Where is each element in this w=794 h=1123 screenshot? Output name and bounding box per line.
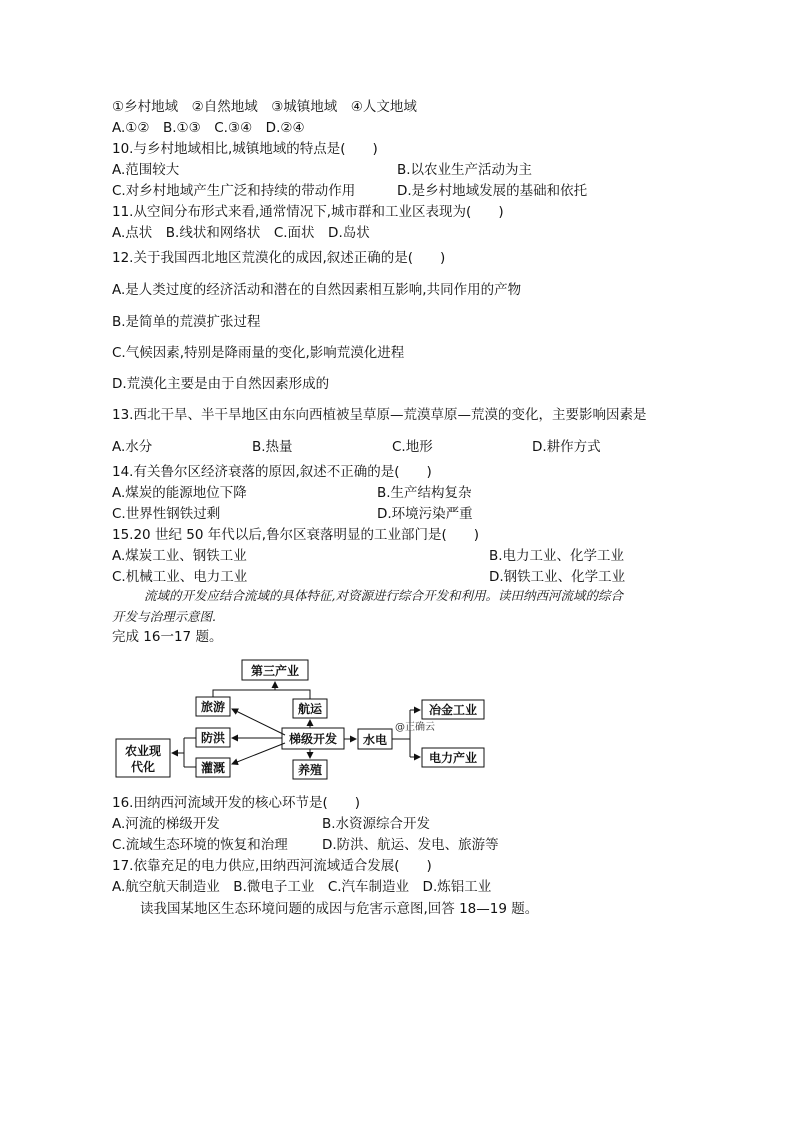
intro18-text: 读我国某地区生态环境问题的成因与危害示意图,回答 18—19 题。 bbox=[140, 901, 539, 917]
q12-stem: 12.关于我国西北地区荒漠化的成因,叙述正确的是( ) bbox=[112, 250, 446, 266]
q14-stem: 14.有关鲁尔区经济衰落的原因,叙述不正确的是( ) bbox=[112, 464, 432, 480]
intro16-line2: 开发与治理示意图. bbox=[112, 609, 216, 624]
node-metallurgy-label: 冶金工业 bbox=[428, 703, 478, 717]
q17-stem: 17.依靠充足的电力供应,田纳西河流域适合发展( ) bbox=[112, 858, 432, 874]
node-irrigation-label: 灌溉 bbox=[200, 761, 226, 775]
q16-option-c: C.流域生态环境的恢复和治理 bbox=[112, 837, 288, 853]
node-agriculture-label-2: 代化 bbox=[130, 760, 156, 774]
node-agriculture-label-1: 农业现 bbox=[124, 744, 162, 758]
q13-option-d: D.耕作方式 bbox=[532, 439, 601, 455]
tennessee-development-diagram bbox=[110, 655, 510, 785]
node-tourism-label: 旅游 bbox=[200, 700, 226, 714]
node-shipping-label: 航运 bbox=[297, 702, 323, 716]
q9-options: A.①② B.①③ C.③④ D.②④ bbox=[112, 120, 305, 136]
q12-option-d: D.荒漠化主要是由于自然因素形成的 bbox=[112, 376, 330, 392]
q16-stem: 16.田纳西河流域开发的核心环节是( ) bbox=[112, 795, 361, 811]
q10-option-c: C.对乡村地域产生广泛和持续的带动作用 bbox=[112, 183, 356, 199]
q11-stem: 11.从空间分布形式来看,通常情况下,城市群和工业区表现为( ) bbox=[112, 204, 504, 220]
q14-option-c: C.世界性钢铁过剩 bbox=[112, 506, 221, 522]
q9-items: ①乡村地域 ②自然地域 ③城镇地域 ④人文地域 bbox=[112, 99, 417, 115]
q15-option-c: C.机械工业、电力工业 bbox=[112, 569, 248, 585]
q12-option-b: B.是简单的荒漠扩张过程 bbox=[112, 314, 261, 330]
node-breeding-label: 养殖 bbox=[297, 763, 323, 777]
q13-option-c: C.地形 bbox=[392, 439, 433, 455]
intro16-line3: 完成 16一17 题。 bbox=[112, 629, 223, 645]
q12-option-c: C.气候因素,特别是降雨量的变化,影响荒漠化进程 bbox=[112, 345, 405, 361]
q13-stem: 13.西北干旱、半干旱地区由东向西植被呈草原—荒漠草原—荒漠的变化，主要影响因素是 bbox=[112, 407, 647, 423]
q15-option-b: B.电力工业、化学工业 bbox=[489, 548, 625, 564]
node-power-label: 电力产业 bbox=[428, 751, 478, 765]
q14-option-a: A.煤炭的能源地位下降 bbox=[112, 485, 247, 501]
q15-option-d: D.钢铁工业、化学工业 bbox=[489, 569, 626, 585]
q10-option-a: A.范围较大 bbox=[112, 162, 180, 178]
watermark-text: @正确云 bbox=[395, 722, 435, 733]
q15-stem: 15.20 世纪 50 年代以后,鲁尔区衰落明显的工业部门是( ) bbox=[112, 527, 480, 543]
q12-option-a: A.是人类过度的经济活动和潜在的自然因素相互影响,共同作用的产物 bbox=[112, 282, 522, 298]
q11-options: A.点状 B.线状和网络状 C.面状 D.岛状 bbox=[112, 225, 370, 241]
q14-option-b: B.生产结构复杂 bbox=[377, 485, 472, 501]
intro16-line1: 流域的开发应结合流域的具体特征,对资源进行综合开发和利用。读田纳西河流域的综合 bbox=[144, 588, 623, 603]
q13-option-b: B.热量 bbox=[252, 439, 293, 455]
q13-option-a: A.水分 bbox=[112, 439, 153, 455]
q10-option-b: B.以农业生产活动为主 bbox=[397, 162, 533, 178]
q10-option-d: D.是乡村地域发展的基础和依托 bbox=[397, 183, 588, 199]
node-cascade-label: 梯级开发 bbox=[288, 732, 338, 746]
q15-option-a: A.煤炭工业、钢铁工业 bbox=[112, 548, 247, 564]
node-hydro-label: 水电 bbox=[362, 733, 388, 747]
q16-option-a: A.河流的梯级开发 bbox=[112, 816, 220, 832]
q16-option-b: B.水资源综合开发 bbox=[322, 816, 431, 832]
q14-option-d: D.环境污染严重 bbox=[377, 506, 473, 522]
q16-option-d: D.防洪、航运、发电、旅游等 bbox=[322, 837, 499, 853]
q17-options: A.航空航天制造业 B.微电子工业 C.汽车制造业 D.炼铝工业 bbox=[112, 879, 492, 895]
node-flood-label: 防洪 bbox=[200, 731, 226, 745]
node-tertiary-label: 第三产业 bbox=[250, 664, 300, 678]
q10-stem: 10.与乡村地域相比,城镇地域的特点是( ) bbox=[112, 141, 378, 157]
